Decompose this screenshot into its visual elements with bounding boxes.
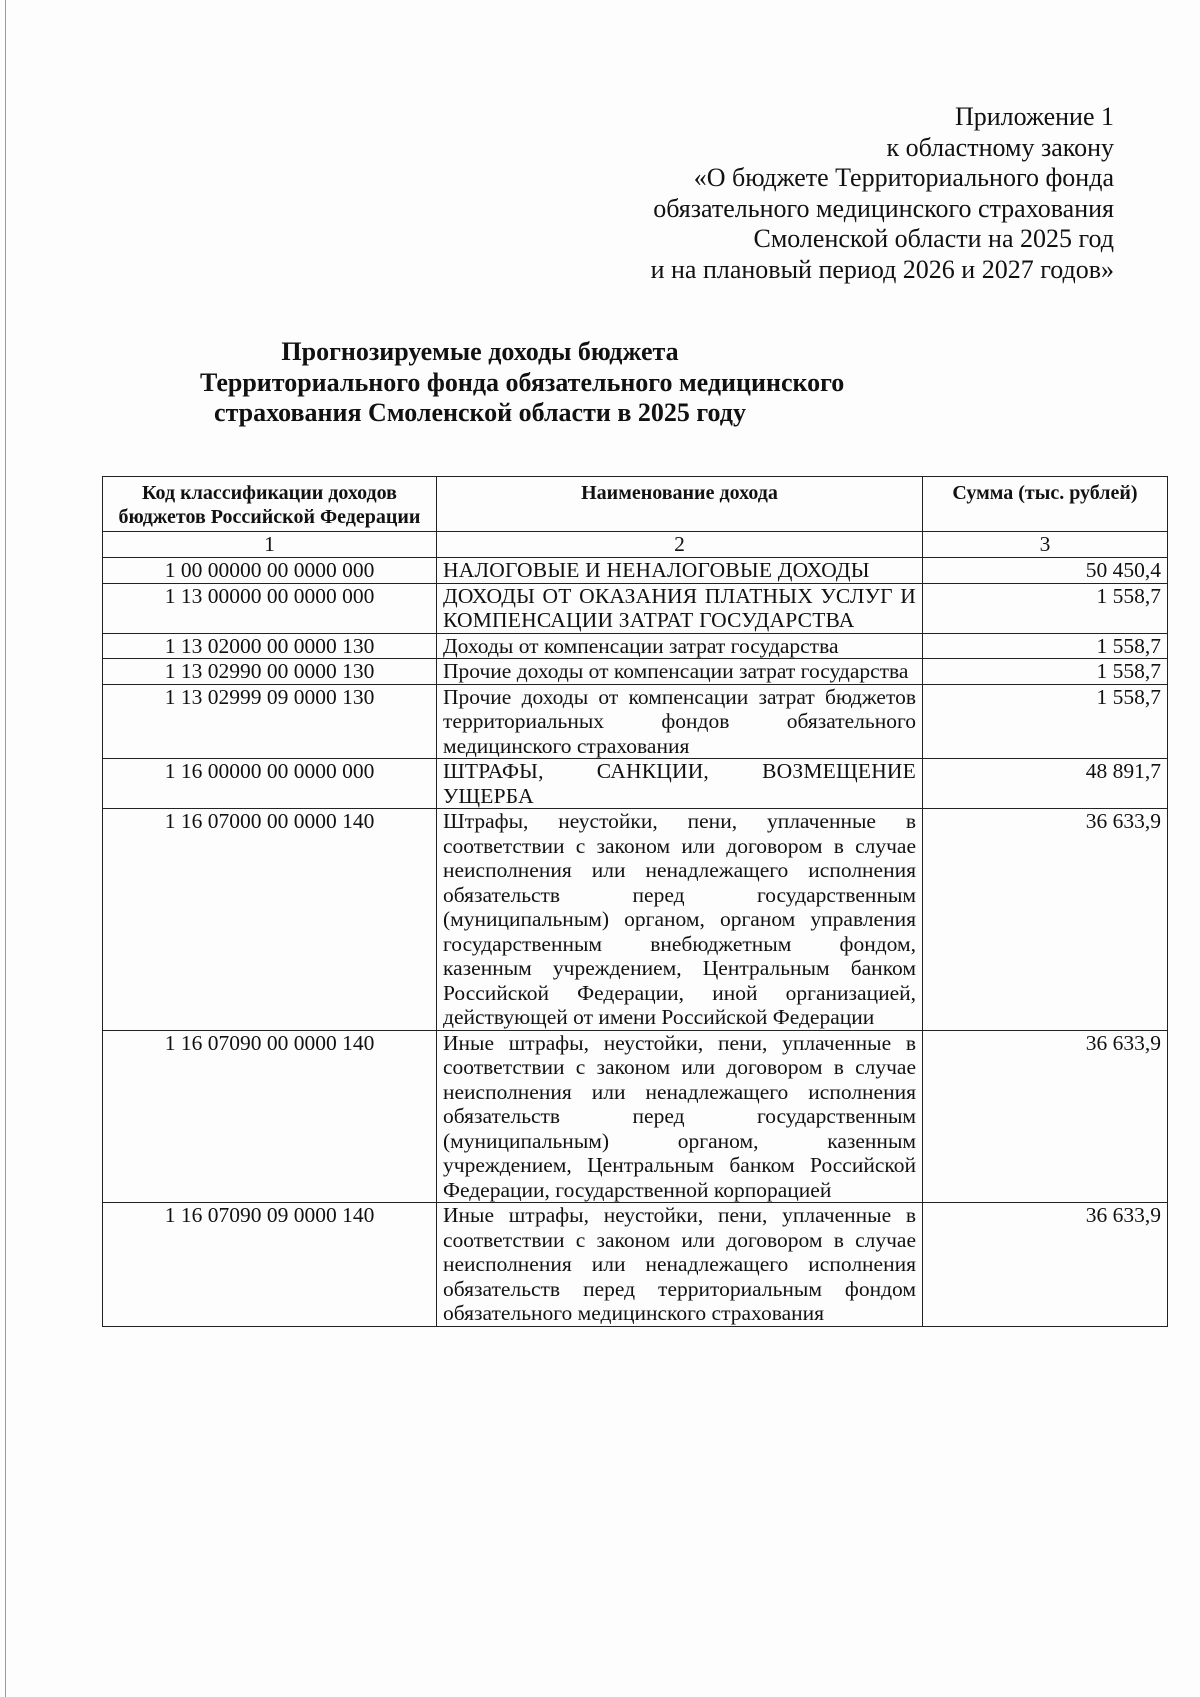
row-name: ДОХОДЫ ОТ ОКАЗАНИЯ ПЛАТНЫХ УСЛУГ И КОМПЕНСАЦИИ ЗАТРАТ ГОСУДАРСТВА <box>437 583 923 633</box>
header-code: Код классификации доходов бюджетов Российской Федерации <box>103 477 437 532</box>
row-amount: 50 450,4 <box>923 558 1168 584</box>
row-amount: 36 633,9 <box>923 809 1168 1031</box>
row-name: Штрафы, неустойки, пени, уплаченные в соответствии с законом или договором в случае неисполнения или ненадлежащего исполнения обязательств перед государственным (муниципальным) органом, органом управления государственным внебюджетным фондом, казенным учреждением, Центральным банком Российской Федерации, иной организацией, действующей от имени Российской Федерации <box>437 809 923 1031</box>
appendix-line: обязательного медицинского страхования <box>653 193 1114 223</box>
row-name: Прочие доходы от компенсации затрат бюджетов территориальных фондов обязательного медицинского страхования <box>437 684 923 759</box>
row-code: 1 16 07090 09 0000 140 <box>103 1203 437 1327</box>
header-amount: Сумма (тыс. рублей) <box>923 477 1168 532</box>
table-row <box>103 558 1168 584</box>
row-name: НАЛОГОВЫЕ И НЕНАЛОГОВЫЕ ДОХОДЫ <box>437 558 923 584</box>
appendix-line: Приложение 1 <box>954 102 1114 131</box>
row-amount: 36 633,9 <box>923 1203 1168 1327</box>
row-amount: 1 558,7 <box>923 684 1168 759</box>
column-number: 2 <box>437 532 923 558</box>
row-code: 1 13 00000 00 0000 000 <box>103 583 437 633</box>
table-row <box>103 633 1168 659</box>
row-amount: 1 558,7 <box>923 583 1168 633</box>
table-row <box>103 684 1168 759</box>
row-code: 1 16 07090 00 0000 140 <box>103 1030 437 1203</box>
row-amount: 1 558,7 <box>923 633 1168 659</box>
row-name: ШТРАФЫ, САНКЦИИ, ВОЗМЕЩЕНИЕ УЩЕРБА <box>437 759 923 809</box>
row-code: 1 00 00000 00 0000 000 <box>103 558 437 584</box>
table-row <box>103 1030 1168 1203</box>
row-code: 1 16 07000 00 0000 140 <box>103 809 437 1031</box>
row-name: Иные штрафы, неустойки, пени, уплаченные в соответствии с законом или договором в случае неисполнения или ненадлежащего исполнения обязательств перед государственным (муниципальным) органом, казенным учреждением, Центральным банком Российской Федерации, государственной корпорацией <box>437 1030 923 1203</box>
title-line: страхования Смоленской области в 2025 году <box>214 398 746 427</box>
page-edge-line <box>5 0 6 1697</box>
column-number: 1 <box>103 532 437 558</box>
table-row <box>103 583 1168 633</box>
row-code: 1 13 02000 00 0000 130 <box>103 633 437 659</box>
column-numbers-row <box>103 532 1168 558</box>
row-name: Прочие доходы от компенсации затрат государства <box>437 659 923 685</box>
row-name: Доходы от компенсации затрат государства <box>437 633 923 659</box>
title-line: Прогнозируемые доходы бюджета <box>281 337 679 366</box>
row-code: 1 13 02999 09 0000 130 <box>103 684 437 759</box>
row-amount: 1 558,7 <box>923 659 1168 685</box>
row-amount: 36 633,9 <box>923 1030 1168 1203</box>
column-number: 3 <box>923 532 1168 558</box>
appendix-reference <box>651 102 1114 285</box>
table-row <box>103 1203 1168 1327</box>
row-name: Иные штрафы, неустойки, пени, уплаченные в соответствии с законом или договором в случае неисполнения или ненадлежащего исполнения обязательств перед территориальным фондом обязательного медицинского страхования <box>437 1203 923 1327</box>
header-name: Наименование дохода <box>437 477 923 532</box>
income-table <box>102 476 1168 1327</box>
row-code: 1 16 00000 00 0000 000 <box>103 759 437 809</box>
appendix-line: Смоленской области на 2025 год <box>753 224 1114 253</box>
table-row <box>103 809 1168 1031</box>
title-line: Территориального фонда обязательного медицинского <box>200 367 845 397</box>
row-code: 1 13 02990 00 0000 130 <box>103 659 437 685</box>
table-row <box>103 659 1168 685</box>
table-header-row <box>103 477 1168 532</box>
appendix-line: «О бюджете Территориального фонда <box>693 163 1114 192</box>
row-amount: 48 891,7 <box>923 759 1168 809</box>
table-row <box>103 759 1168 809</box>
document-title <box>200 337 845 429</box>
appendix-line: к областному закону <box>886 132 1114 162</box>
appendix-line: и на плановый период 2026 и 2027 годов» <box>650 254 1114 284</box>
